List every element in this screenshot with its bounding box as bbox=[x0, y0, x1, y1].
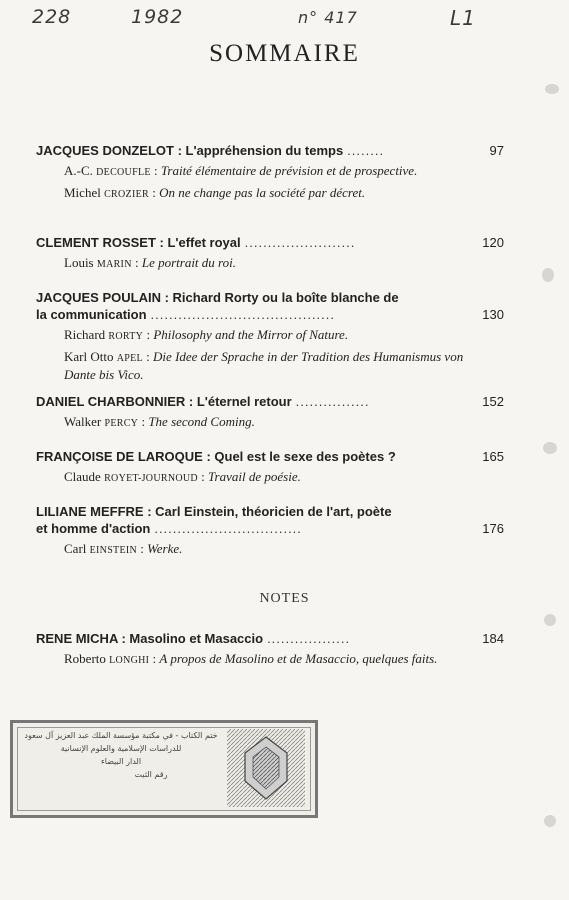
work-title: Travail de poésie. bbox=[208, 469, 301, 484]
toc-entry bbox=[36, 448, 504, 487]
author-last-name: EINSTEIN bbox=[89, 545, 138, 556]
dot-leader: .................. bbox=[267, 631, 351, 646]
reviewed-work bbox=[64, 185, 484, 203]
handwritten-year: 1982 bbox=[131, 6, 184, 28]
author-first-name: Michel bbox=[64, 185, 101, 200]
author-last-name: DECOUFLE bbox=[96, 167, 151, 178]
dot-leader: ................ bbox=[295, 394, 370, 409]
author-last-name: CROZIER bbox=[104, 189, 149, 200]
toc-entry bbox=[36, 503, 504, 559]
author-first-name: Louis bbox=[64, 255, 94, 270]
reviewed-work bbox=[64, 651, 484, 669]
entry-heading-text: JACQUES POULAIN : Richard Rorty ou la boîte blanche de bbox=[36, 290, 399, 305]
entry-heading bbox=[36, 630, 504, 647]
page-number: 176 bbox=[482, 521, 504, 536]
separator: : bbox=[149, 651, 160, 666]
entry-heading bbox=[36, 289, 504, 323]
dot-leader: ........ bbox=[347, 143, 385, 158]
separator: : bbox=[148, 185, 160, 200]
stamp-line: ختم الكتاب - في مكتبة مؤسسة الملك عبد العزيز آل سعود bbox=[24, 731, 218, 740]
entry-heading-text: JACQUES DONZELOT : L'appréhension du temps bbox=[36, 143, 344, 158]
page-title: SOMMAIRE bbox=[209, 40, 360, 67]
reviewed-work bbox=[64, 469, 484, 487]
entry-heading-text: et homme d'action bbox=[36, 521, 151, 536]
entry-heading-text: CLEMENT ROSSET : L'effet royal bbox=[36, 235, 241, 250]
stamp-line: للدراسات الإسلامية والعلوم الإنسانية bbox=[60, 744, 182, 753]
toc-entry bbox=[36, 234, 504, 273]
work-title: Werke. bbox=[147, 541, 183, 556]
author-last-name: ROYET-JOURNOUD bbox=[104, 473, 198, 484]
separator: : bbox=[137, 541, 148, 556]
entry-heading-text: LILIANE MEFFRE : Carl Einstein, théoricien de l'art, poète bbox=[36, 504, 392, 519]
dot-leader: ........................ bbox=[244, 235, 356, 250]
work-title: Philosophy and the Mirror of Nature. bbox=[153, 327, 349, 342]
page-number: 152 bbox=[482, 394, 504, 409]
entry-heading bbox=[36, 393, 504, 410]
work-title: Die Idee der Sprache in der Tradition des Humanismus von Dante bis Vico. bbox=[64, 349, 464, 382]
separator: : bbox=[142, 349, 154, 364]
work-title: The second Coming. bbox=[148, 414, 255, 429]
page-number: 165 bbox=[482, 449, 504, 464]
separator: : bbox=[197, 469, 209, 484]
separator: : bbox=[143, 327, 154, 342]
page-number: 120 bbox=[482, 235, 504, 250]
toc-entry bbox=[36, 393, 504, 432]
entry-heading bbox=[36, 448, 504, 465]
author-last-name: PERCY bbox=[104, 418, 139, 429]
reviewed-work bbox=[64, 163, 484, 181]
author-first-name: Roberto bbox=[64, 651, 106, 666]
dot-leader: ................................ bbox=[154, 521, 302, 536]
author-first-name: Walker bbox=[64, 414, 102, 429]
stamp-text bbox=[21, 729, 221, 781]
author-first-name: Karl Otto bbox=[64, 349, 114, 364]
work-title: Traité élémentaire de prévision et de prospective. bbox=[160, 163, 418, 178]
toc-entry bbox=[36, 289, 504, 383]
stamp-line: رقم الثبت bbox=[134, 770, 168, 779]
entry-heading bbox=[36, 503, 504, 537]
entry-heading-text: RENE MICHA : Masolino et Masaccio bbox=[36, 631, 264, 646]
author-last-name: APEL bbox=[116, 353, 143, 364]
library-stamp bbox=[10, 720, 318, 818]
page-number: 97 bbox=[489, 143, 504, 158]
separator: : bbox=[150, 163, 161, 178]
reviewed-work bbox=[64, 255, 484, 273]
author-last-name: MARIN bbox=[96, 259, 132, 270]
stamp-line: الدار البيضاء bbox=[100, 757, 142, 766]
author-first-name: Richard bbox=[64, 327, 106, 342]
handwritten-number: 228 bbox=[32, 6, 72, 28]
reviewed-work bbox=[64, 541, 484, 559]
page-number: 130 bbox=[482, 307, 504, 322]
toc-entry bbox=[36, 630, 504, 669]
entry-heading bbox=[36, 234, 504, 251]
author-last-name: LONGHI bbox=[109, 655, 150, 666]
author-first-name: Claude bbox=[64, 469, 101, 484]
notes-heading: NOTES bbox=[259, 591, 310, 606]
dot-leader: ........................................ bbox=[150, 307, 336, 322]
entry-heading bbox=[36, 142, 504, 159]
author-first-name: A.-C. bbox=[64, 163, 93, 178]
page-number: 184 bbox=[482, 631, 504, 646]
work-title: On ne change pas la société par décret. bbox=[159, 185, 366, 200]
entry-heading-text: FRANÇOISE DE LAROQUE : Quel est le sexe des poètes ? bbox=[36, 449, 396, 464]
work-title: Le portrait du roi. bbox=[141, 255, 236, 270]
handwritten-issue-number: n° 417 bbox=[298, 8, 358, 27]
separator: : bbox=[131, 255, 142, 270]
entry-heading-text: la communication bbox=[36, 307, 147, 322]
author-last-name: RORTY bbox=[108, 331, 144, 342]
reviewed-work bbox=[64, 414, 484, 432]
separator: : bbox=[138, 414, 149, 429]
stamp-emblem-icon bbox=[227, 729, 305, 807]
entry-heading-text: DANIEL CHARBONNIER : L'éternel retour bbox=[36, 394, 292, 409]
work-title: A propos de Masolino et de Masaccio, quelques faits. bbox=[159, 651, 438, 666]
reviewed-work bbox=[64, 349, 484, 383]
toc-entry bbox=[36, 142, 504, 203]
author-first-name: Carl bbox=[64, 541, 87, 556]
reviewed-work bbox=[64, 327, 484, 345]
handwritten-shelf-mark: L1 bbox=[450, 6, 476, 30]
